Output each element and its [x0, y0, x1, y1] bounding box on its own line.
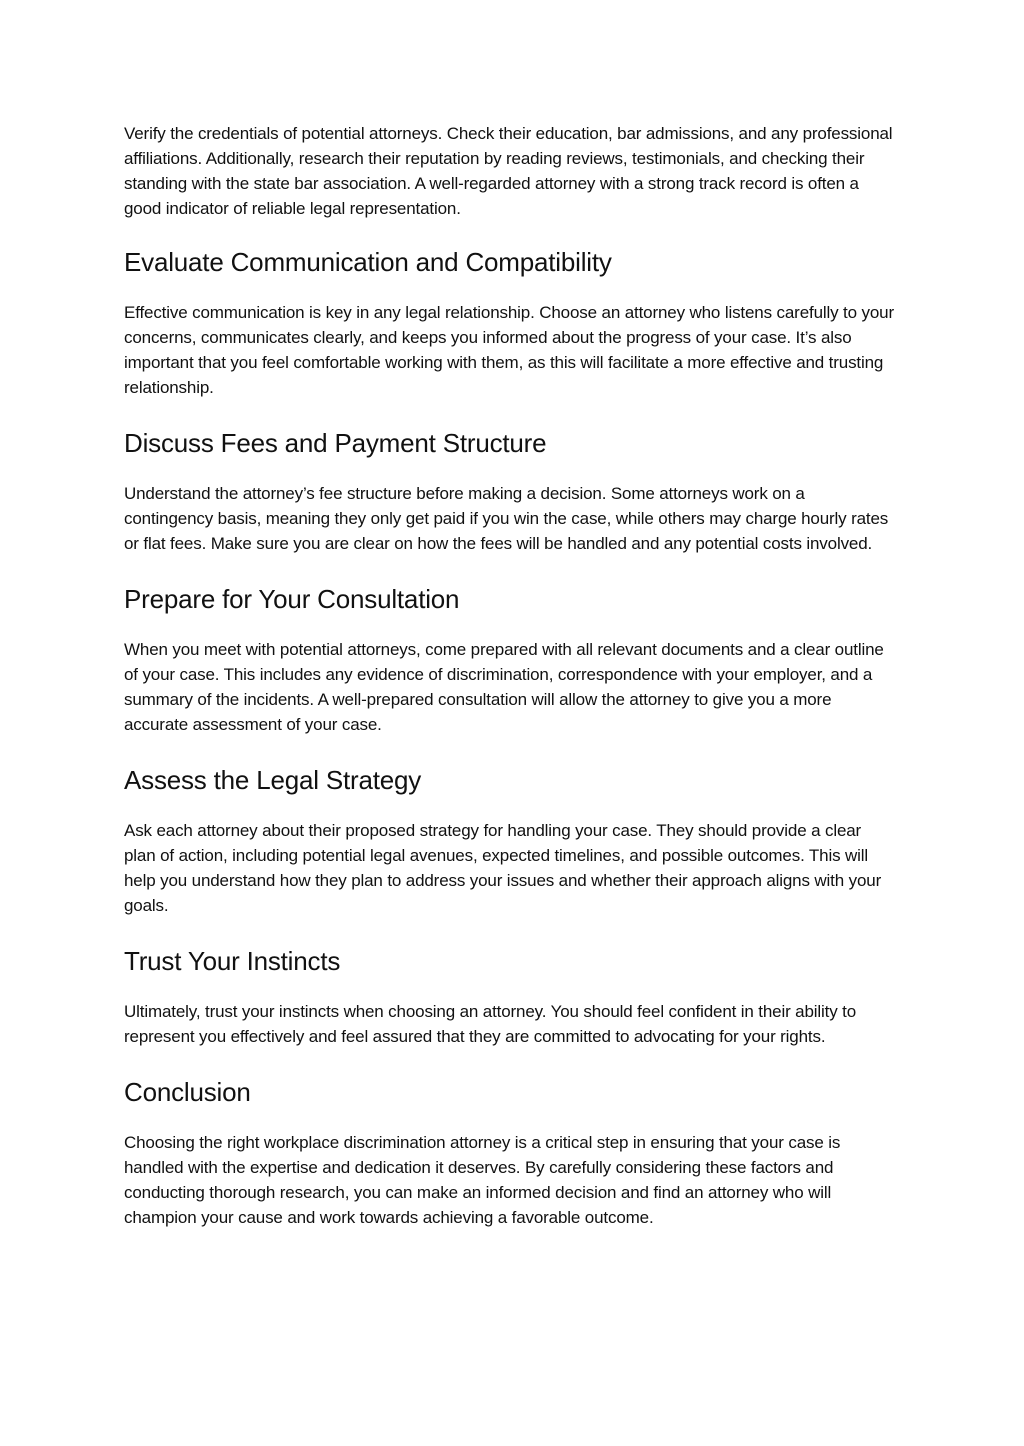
- section-heading: Conclusion: [124, 1077, 251, 1107]
- section-fees: [124, 428, 896, 556]
- intro-paragraph: Verify the credentials of potential attorneys. Check their education, bar admissions, and any professional affiliations. Additionally, research their reputation by reading reviews, testimonials, and checking their standing with the state bar association. A well-regarded attorney with a strong track record is often a good indicator of reliable legal representation.: [124, 124, 893, 218]
- section-paragraph: Choosing the right workplace discrimination attorney is a critical step in ensuring that your case is handled with the expertise and dedication it deserves. By carefully considering these factors and conducting thorough research, you can make an informed decision and find an attorney who will champion your cause and work towards achieving a favorable outcome.: [124, 1133, 841, 1227]
- section-paragraph: Ask each attorney about their proposed strategy for handling your case. They should provide a clear plan of action, including potential legal avenues, expected timelines, and possible outcomes. This will help you understand how they plan to address your issues and whether their approach aligns with your goals.: [124, 821, 882, 915]
- document-content: [124, 121, 896, 1258]
- section-heading: Trust Your Instincts: [124, 946, 341, 976]
- section-instincts: [124, 946, 896, 1049]
- section-paragraph: When you meet with potential attorneys, come prepared with all relevant documents and a clear outline of your case. This includes any evidence of discrimination, correspondence with your employer, and a summary of the incidents. A well-prepared consultation will allow the attorney to give you a more accurate assessment of your case.: [124, 640, 884, 734]
- section-paragraph: Ultimately, trust your instincts when choosing an attorney. You should feel confident in their ability to represent you effectively and feel assured that they are committed to advocating for your rights.: [124, 1002, 857, 1046]
- section-strategy: [124, 765, 896, 918]
- section-heading: Evaluate Communication and Compatibility: [124, 247, 612, 277]
- section-consultation: [124, 584, 896, 737]
- section-heading: Discuss Fees and Payment Structure: [124, 428, 547, 458]
- section-heading: Assess the Legal Strategy: [124, 765, 422, 795]
- section-paragraph: Effective communication is key in any legal relationship. Choose an attorney who listens carefully to your concerns, communicates clearly, and keeps you informed about the progress of your case. It’s also important that you feel comfortable working with them, as this will facilitate a more effective and trusting relationship.: [124, 303, 894, 397]
- section-heading: Prepare for Your Consultation: [124, 584, 460, 614]
- section-paragraph: Understand the attorney’s fee structure before making a decision. Some attorneys work on a contingency basis, meaning they only get paid if you win the case, while others may charge hourly rates or flat fees. Make sure you are clear on how the fees will be handled and any potential costs involved.: [124, 484, 889, 553]
- section-conclusion: [124, 1077, 896, 1230]
- section-communication: [124, 247, 896, 400]
